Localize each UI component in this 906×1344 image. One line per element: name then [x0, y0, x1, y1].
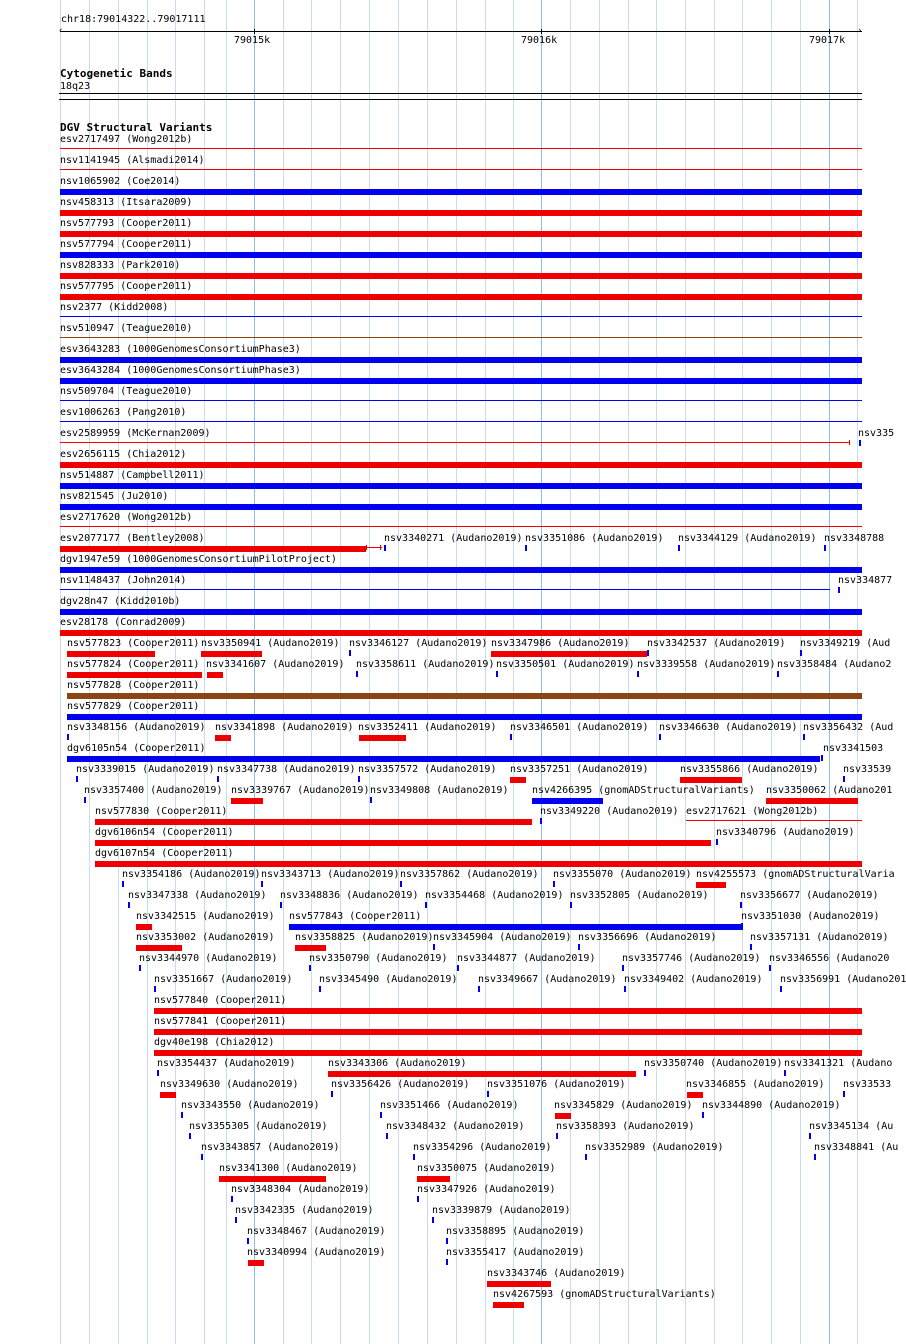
variant-marker[interactable]	[417, 1196, 419, 1202]
variant-label[interactable]: nsv3351030 (Audano2019)	[741, 911, 880, 922]
variant-label[interactable]: nsv4266395 (gnomADStructuralVariants)	[532, 785, 755, 796]
variant-label[interactable]: nsv3357251 (Audano2019)	[510, 764, 649, 775]
variant-marker[interactable]	[814, 1154, 816, 1160]
variant-label[interactable]: nsv1141945 (Alsmadi2014)	[60, 155, 205, 166]
variant-label[interactable]: nsv577841 (Cooper2011)	[154, 1016, 287, 1027]
variant-label[interactable]: nsv3340994 (Audano2019)	[247, 1247, 386, 1258]
variant-label[interactable]: nsv577828 (Cooper2011)	[67, 680, 200, 691]
variant-marker[interactable]	[189, 1133, 191, 1139]
variant-marker[interactable]	[750, 944, 752, 950]
variant-marker[interactable]	[358, 776, 360, 782]
variant-label[interactable]: nsv3349220 (Audano2019)	[540, 806, 679, 817]
variant-bar[interactable]	[67, 651, 155, 657]
grid-line	[570, 0, 571, 1344]
variant-label[interactable]: nsv3358611 (Audano2019)	[356, 659, 495, 670]
cytoband-label[interactable]: 18q23	[60, 81, 91, 92]
variant-bar[interactable]	[154, 1050, 862, 1056]
variant-label[interactable]: nsv3350501 (Audano2019)	[496, 659, 635, 670]
variant-marker[interactable]	[139, 965, 141, 971]
variant-label[interactable]: nsv3340796 (Audano2019)	[716, 827, 855, 838]
variant-bar[interactable]	[60, 148, 862, 149]
variant-label[interactable]: esv28178 (Conrad2009)	[60, 617, 187, 628]
variant-label[interactable]: nsv3352805 (Audano2019)	[570, 890, 709, 901]
variant-bar[interactable]	[687, 1092, 703, 1098]
variant-marker[interactable]	[838, 587, 840, 593]
variant-label[interactable]: nsv3357572 (Audano2019)	[358, 764, 497, 775]
variant-label[interactable]: nsv458313 (Itsara2009)	[60, 197, 193, 208]
variant-marker[interactable]	[413, 1154, 415, 1160]
variant-marker[interactable]	[777, 671, 779, 677]
variant-bar[interactable]	[60, 169, 862, 170]
variant-marker[interactable]	[261, 881, 263, 887]
variant-label[interactable]: nsv577824 (Cooper2011)	[67, 659, 200, 670]
variant-marker[interactable]	[769, 965, 771, 971]
variant-bar[interactable]	[328, 1071, 636, 1077]
variant-label[interactable]: nsv3343550 (Audano2019)	[181, 1100, 320, 1111]
variant-label[interactable]: nsv3342335 (Audano2019)	[235, 1205, 374, 1216]
variant-bar[interactable]	[491, 651, 647, 657]
variant-label[interactable]: nsv577843 (Cooper2011)	[289, 911, 422, 922]
variant-bar[interactable]	[60, 400, 862, 401]
variant-bar[interactable]	[60, 189, 862, 195]
variant-label[interactable]: nsv3339767 (Audano2019)	[231, 785, 370, 796]
variant-label[interactable]: nsv577829 (Cooper2011)	[67, 701, 200, 712]
variant-label[interactable]: nsv3350075 (Audano2019)	[417, 1163, 556, 1174]
variant-marker[interactable]	[425, 902, 427, 908]
variant-label[interactable]: nsv577830 (Cooper2011)	[95, 806, 228, 817]
variant-label[interactable]: nsv3343306 (Audano2019)	[328, 1058, 467, 1069]
variant-label[interactable]: nsv3353002 (Audano2019)	[136, 932, 275, 943]
variant-label[interactable]: nsv3349630 (Audano2019)	[160, 1079, 299, 1090]
variant-bar[interactable]	[248, 1260, 264, 1266]
variant-bar[interactable]	[60, 526, 862, 527]
variant-label[interactable]: nsv3355417 (Audano2019)	[446, 1247, 585, 1258]
variant-label[interactable]: nsv3345490 (Audano2019)	[319, 974, 458, 985]
variant-label[interactable]: nsv3347926 (Audano2019)	[417, 1184, 556, 1195]
variant-label[interactable]: nsv3347986 (Audano2019)	[491, 638, 630, 649]
variant-bar[interactable]	[696, 882, 726, 888]
variant-bar[interactable]	[154, 1008, 862, 1014]
variant-marker[interactable]	[446, 1259, 448, 1265]
variant-label[interactable]: nsv577823 (Cooper2011)	[67, 638, 200, 649]
variant-marker[interactable]	[809, 1133, 811, 1139]
variant-label[interactable]: nsv3348467 (Audano2019)	[247, 1226, 386, 1237]
variant-label[interactable]: nsv821545 (Ju2010)	[60, 491, 169, 502]
variant-label[interactable]: nsv3357746 (Audano2019)	[622, 953, 761, 964]
cytoband-top-line	[59, 93, 862, 94]
variant-marker[interactable]	[585, 1154, 587, 1160]
variant-label[interactable]: esv2077177 (Bentley2008)	[60, 533, 205, 544]
variant-marker[interactable]	[201, 1154, 203, 1160]
variant-bar[interactable]	[510, 777, 526, 783]
variant-label[interactable]: nsv509704 (Teague2010)	[60, 386, 193, 397]
cytoband-bottom-line	[59, 99, 862, 100]
variant-bar[interactable]	[487, 1281, 551, 1287]
variant-end-cap	[849, 440, 850, 445]
variant-bar[interactable]	[417, 1176, 450, 1182]
variant-bar[interactable]	[766, 798, 858, 804]
grid-line	[771, 0, 772, 1344]
variant-label[interactable]: nsv3350941 (Audano2019)	[201, 638, 340, 649]
ruler-tick-label: 79016k	[521, 35, 558, 46]
variant-bar[interactable]	[680, 777, 742, 783]
variant-bar[interactable]	[60, 316, 862, 317]
variant-marker[interactable]	[309, 965, 311, 971]
ruler-tick	[541, 29, 542, 34]
variant-label[interactable]: nsv3341503	[823, 743, 884, 754]
variant-bar[interactable]	[95, 861, 862, 867]
variant-label[interactable]: nsv3349402 (Audano2019)	[624, 974, 763, 985]
variant-bar[interactable]	[60, 589, 830, 590]
variant-label[interactable]: nsv3346127 (Audano2019)	[349, 638, 488, 649]
variant-label[interactable]: nsv3356432 (Aud	[803, 722, 894, 733]
variant-label[interactable]: nsv1065902 (Coe2014)	[60, 176, 181, 187]
variant-bar[interactable]	[136, 924, 152, 930]
variant-label[interactable]: nsv3351076 (Audano2019)	[487, 1079, 626, 1090]
variant-label[interactable]: nsv3348156 (Audano2019)	[67, 722, 206, 733]
variant-bar[interactable]	[60, 609, 862, 615]
variant-bar[interactable]	[154, 1029, 862, 1035]
variant-label[interactable]: esv3643283 (1000GenomesConsortiumPhase3)	[60, 344, 301, 355]
variant-end-cap	[380, 545, 381, 550]
grid-line	[742, 0, 743, 1344]
variant-label[interactable]: nsv3345134 (Au	[809, 1121, 894, 1132]
variant-bar[interactable]	[532, 798, 603, 804]
ruler-right-arrow-icon: ›	[857, 26, 863, 36]
variant-label[interactable]: nsv514887 (Campbell2011)	[60, 470, 205, 481]
variant-marker[interactable]	[859, 440, 861, 446]
variant-label[interactable]: nsv3350790 (Audano2019)	[309, 953, 448, 964]
variant-label[interactable]: nsv3351667 (Audano2019)	[154, 974, 293, 985]
variant-bar[interactable]	[555, 1113, 571, 1119]
variant-marker[interactable]	[821, 755, 823, 761]
variant-label[interactable]: nsv3349667 (Audano2019)	[478, 974, 617, 985]
variant-label[interactable]: nsv334877	[838, 575, 893, 586]
grid-line	[800, 0, 801, 1344]
variant-label[interactable]: esv2589959 (McKernan2009)	[60, 428, 211, 439]
variant-marker[interactable]	[478, 986, 480, 992]
variant-marker[interactable]	[553, 881, 555, 887]
ruler-tick	[829, 29, 830, 34]
variant-label[interactable]: dgv1947e59 (1000GenomesConsortiumPilotProject)	[60, 554, 337, 565]
variant-bar[interactable]	[60, 210, 862, 216]
variant-marker[interactable]	[280, 902, 282, 908]
variant-marker[interactable]	[716, 839, 718, 845]
variant-label[interactable]: nsv3349219 (Aud	[800, 638, 891, 649]
variant-marker[interactable]	[525, 545, 527, 551]
variant-bar[interactable]	[60, 546, 366, 552]
variant-marker[interactable]	[843, 1091, 845, 1097]
variant-label[interactable]: nsv3348304 (Audano2019)	[231, 1184, 370, 1195]
variant-marker[interactable]	[800, 650, 802, 656]
variant-label[interactable]: nsv3357400 (Audano2019)	[84, 785, 223, 796]
variant-marker[interactable]	[386, 1133, 388, 1139]
variant-label[interactable]: esv2656115 (Chia2012)	[60, 449, 187, 460]
variant-marker[interactable]	[67, 734, 69, 740]
variant-label[interactable]: nsv3341607 (Audano2019)	[206, 659, 345, 670]
variant-marker[interactable]	[644, 1070, 646, 1076]
variant-label[interactable]: nsv577840 (Cooper2011)	[154, 995, 287, 1006]
variant-label[interactable]: nsv33533	[843, 1079, 892, 1090]
variant-bar[interactable]	[160, 1092, 176, 1098]
variant-label[interactable]: nsv3343857 (Audano2019)	[201, 1142, 340, 1153]
variant-label[interactable]: nsv3347338 (Audano2019)	[128, 890, 267, 901]
variant-bar[interactable]	[219, 1176, 326, 1182]
variant-marker[interactable]	[780, 986, 782, 992]
variant-label[interactable]: nsv3352989 (Audano2019)	[585, 1142, 724, 1153]
variant-bar[interactable]	[60, 462, 862, 468]
grid-line	[398, 0, 399, 1344]
variant-marker[interactable]	[432, 1217, 434, 1223]
variant-marker[interactable]	[824, 545, 826, 551]
variant-label[interactable]: dgv28n47 (Kidd2010b)	[60, 596, 181, 607]
variant-label[interactable]: nsv3355866 (Audano2019)	[680, 764, 819, 775]
variant-label[interactable]: nsv3343746 (Audano2019)	[487, 1268, 626, 1279]
variant-bar[interactable]	[60, 378, 862, 384]
variant-marker[interactable]	[181, 1112, 183, 1118]
variant-marker[interactable]	[540, 818, 542, 824]
variant-label[interactable]: nsv3341300 (Audano2019)	[219, 1163, 358, 1174]
variant-bar[interactable]	[67, 714, 862, 720]
variant-label[interactable]: nsv3344129 (Audano2019)	[678, 533, 817, 544]
variant-label[interactable]: nsv3346855 (Audano2019)	[686, 1079, 825, 1090]
variant-label[interactable]: nsv3348432 (Audano2019)	[386, 1121, 525, 1132]
variant-label[interactable]: nsv3341898 (Audano2019)	[215, 722, 354, 733]
variant-marker[interactable]	[433, 944, 435, 950]
variant-label[interactable]: nsv3339879 (Audano2019)	[432, 1205, 571, 1216]
variant-marker[interactable]	[647, 650, 649, 656]
variant-label[interactable]: nsv3342515 (Audano2019)	[136, 911, 275, 922]
variant-marker[interactable]	[319, 986, 321, 992]
variant-label[interactable]: nsv3354186 (Audano2019)	[122, 869, 261, 880]
variant-label[interactable]: nsv3354468 (Audano2019)	[425, 890, 564, 901]
variant-bar[interactable]	[67, 672, 202, 678]
variant-label[interactable]: nsv4255573 (gnomADStructuralVaria	[696, 869, 895, 880]
variant-bar[interactable]	[493, 1302, 524, 1308]
ruler-tick-label: 79015k	[234, 35, 271, 46]
variant-label[interactable]: nsv2377 (Kidd2008)	[60, 302, 169, 313]
ruler-left-arrow-icon: ‹	[58, 26, 64, 36]
variant-marker[interactable]	[659, 734, 661, 740]
variant-bar[interactable]	[60, 273, 862, 279]
variant-label[interactable]: nsv3343713 (Audano2019)	[261, 869, 400, 880]
variant-bar[interactable]	[67, 693, 862, 699]
variant-marker[interactable]	[843, 776, 845, 782]
variant-label[interactable]: nsv577795 (Cooper2011)	[60, 281, 193, 292]
variant-label[interactable]: nsv577794 (Cooper2011)	[60, 239, 193, 250]
variant-label[interactable]: nsv3345829 (Audano2019)	[554, 1100, 693, 1111]
variant-marker[interactable]	[400, 881, 402, 887]
variant-marker[interactable]	[157, 1070, 159, 1076]
variant-bar[interactable]	[359, 735, 406, 741]
variant-label[interactable]: nsv3340271 (Audano2019)	[384, 533, 523, 544]
variant-bar[interactable]	[60, 421, 862, 422]
variant-marker[interactable]	[556, 1133, 558, 1139]
variant-bar[interactable]	[60, 337, 862, 338]
variant-label[interactable]: nsv3358393 (Audano2019)	[556, 1121, 695, 1132]
variant-bar[interactable]	[60, 567, 862, 573]
variant-label[interactable]: nsv3348836 (Audano2019)	[280, 890, 419, 901]
ruler-line	[60, 31, 862, 32]
variant-label[interactable]: nsv3354437 (Audano2019)	[157, 1058, 296, 1069]
variant-label[interactable]: nsv4267593 (gnomADStructuralVariants)	[493, 1289, 716, 1300]
variant-label[interactable]: nsv3355305 (Audano2019)	[189, 1121, 328, 1132]
variant-marker[interactable]	[384, 545, 386, 551]
variant-label[interactable]: nsv3342537 (Audano2019)	[647, 638, 786, 649]
variant-label[interactable]: nsv3345904 (Audano2019)	[433, 932, 572, 943]
variant-label[interactable]: esv2717620 (Wong2012b)	[60, 512, 193, 523]
variant-marker[interactable]	[702, 1112, 704, 1118]
variant-label[interactable]: nsv3351086 (Audano2019)	[525, 533, 664, 544]
variant-marker[interactable]	[487, 1091, 489, 1097]
variant-label[interactable]: esv2717497 (Wong2012b)	[60, 134, 193, 145]
variant-bar[interactable]	[686, 820, 862, 821]
variant-label[interactable]: nsv828333 (Park2010)	[60, 260, 181, 271]
variant-label[interactable]: dgv40e198 (Chia2012)	[154, 1037, 275, 1048]
variant-label[interactable]: nsv3358484 (Audano2	[777, 659, 892, 670]
variant-bar[interactable]	[231, 798, 263, 804]
variant-label[interactable]: nsv3339558 (Audano2019)	[637, 659, 776, 670]
variant-label[interactable]: nsv3350062 (Audano201	[766, 785, 893, 796]
variant-bar[interactable]	[60, 357, 862, 363]
variant-label[interactable]: nsv3356696 (Audano2019)	[578, 932, 717, 943]
variant-label[interactable]: nsv3356991 (Audano201	[780, 974, 906, 985]
variant-label[interactable]: nsv3354296 (Audano2019)	[413, 1142, 552, 1153]
variant-label[interactable]: dgv6106n54 (Cooper2011)	[95, 827, 234, 838]
variant-label[interactable]: nsv3347738 (Audano2019)	[217, 764, 356, 775]
variant-marker[interactable]	[370, 797, 372, 803]
variant-marker[interactable]	[356, 671, 358, 677]
variant-bar[interactable]	[289, 924, 743, 930]
variant-marker[interactable]	[624, 986, 626, 992]
variant-label[interactable]: esv2717621 (Wong2012b)	[686, 806, 819, 817]
variant-label[interactable]: nsv510947 (Teague2010)	[60, 323, 193, 334]
grid-line	[369, 0, 370, 1344]
variant-marker[interactable]	[740, 902, 742, 908]
variant-marker[interactable]	[741, 923, 743, 929]
variant-marker[interactable]	[128, 902, 130, 908]
grid-line	[340, 0, 341, 1344]
variant-label[interactable]: nsv3344890 (Audano2019)	[702, 1100, 841, 1111]
variant-label[interactable]: nsv335	[858, 428, 895, 439]
variant-marker[interactable]	[154, 986, 156, 992]
variant-marker[interactable]	[217, 776, 219, 782]
variant-bar[interactable]	[60, 442, 849, 443]
ruler-tick	[254, 29, 255, 34]
variant-marker[interactable]	[76, 776, 78, 782]
variant-marker[interactable]	[578, 944, 580, 950]
variant-marker[interactable]	[570, 902, 572, 908]
variant-label[interactable]: nsv3356677 (Audano2019)	[740, 890, 879, 901]
variant-label[interactable]: nsv3358895 (Audano2019)	[446, 1226, 585, 1237]
variant-label[interactable]: nsv1148437 (John2014)	[60, 575, 187, 586]
variant-marker[interactable]	[510, 734, 512, 740]
variant-label[interactable]: nsv577793 (Cooper2011)	[60, 218, 193, 229]
variant-marker[interactable]	[84, 797, 86, 803]
variant-label[interactable]: nsv3348841 (Au	[814, 1142, 899, 1153]
cytoband-track-title: Cytogenetic Bands	[60, 67, 173, 80]
variant-marker[interactable]	[678, 545, 680, 551]
variant-label[interactable]: nsv3344877 (Audano2019)	[457, 953, 596, 964]
variant-marker[interactable]	[446, 1238, 448, 1244]
ruler-tick-label: 79017k	[809, 35, 846, 46]
variant-label[interactable]: nsv3348788	[824, 533, 885, 544]
variant-label[interactable]: nsv3350740 (Audano2019)	[644, 1058, 783, 1069]
variant-bar[interactable]	[60, 252, 862, 258]
variant-marker[interactable]	[637, 671, 639, 677]
variant-label[interactable]: nsv33539	[843, 764, 892, 775]
variant-marker[interactable]	[622, 965, 624, 971]
variant-bar[interactable]	[215, 735, 231, 741]
variant-label[interactable]: nsv3352411 (Audano2019)	[358, 722, 497, 733]
variant-label[interactable]: esv3643284 (1000GenomesConsortiumPhase3)	[60, 365, 301, 376]
variant-marker[interactable]	[803, 734, 805, 740]
variant-label[interactable]: nsv3346556 (Audano20	[769, 953, 890, 964]
variant-end-cap	[366, 545, 367, 550]
variant-marker[interactable]	[784, 1070, 786, 1076]
variant-marker[interactable]	[122, 881, 124, 887]
variant-bar[interactable]	[60, 294, 862, 300]
variant-label[interactable]: nsv3357131 (Audano2019)	[750, 932, 889, 943]
variant-marker[interactable]	[331, 1091, 333, 1097]
variant-bar[interactable]	[60, 483, 862, 489]
variant-label[interactable]: nsv3344970 (Audano2019)	[139, 953, 278, 964]
variant-bar[interactable]	[201, 651, 262, 657]
variant-label[interactable]: nsv3346501 (Audano2019)	[510, 722, 649, 733]
variant-marker[interactable]	[349, 650, 351, 656]
variant-marker[interactable]	[457, 965, 459, 971]
variant-bar[interactable]	[95, 819, 532, 825]
variant-label[interactable]: nsv3357862 (Audano2019)	[400, 869, 539, 880]
variant-marker[interactable]	[235, 1217, 237, 1223]
variant-label[interactable]: nsv3358825 (Audano2019)	[295, 932, 434, 943]
variant-bar[interactable]	[136, 945, 182, 951]
variant-bar[interactable]	[67, 756, 820, 762]
variant-bar[interactable]	[207, 672, 223, 678]
variant-bar[interactable]	[295, 945, 326, 951]
variant-label[interactable]: nsv3339015 (Audano2019)	[76, 764, 215, 775]
variant-label[interactable]: nsv3346630 (Audano2019)	[659, 722, 798, 733]
variant-marker[interactable]	[231, 1196, 233, 1202]
ruler-title: chr18:79014322..79017111	[61, 14, 206, 25]
variant-bar[interactable]	[60, 504, 862, 510]
variant-bar[interactable]	[95, 840, 711, 846]
variant-label[interactable]: esv1006263 (Pang2010)	[60, 407, 187, 418]
variant-bar[interactable]	[60, 630, 862, 636]
variant-marker[interactable]	[380, 1112, 382, 1118]
variant-label[interactable]: nsv3349808 (Audano2019)	[370, 785, 509, 796]
variant-label[interactable]: nsv3351466 (Audano2019)	[380, 1100, 519, 1111]
variant-label[interactable]: nsv3355070 (Audano2019)	[553, 869, 692, 880]
dgv-track-title: DGV Structural Variants	[60, 121, 213, 134]
variant-marker[interactable]	[247, 1238, 249, 1244]
variant-label[interactable]: nsv3356426 (Audano2019)	[331, 1079, 470, 1090]
variant-marker[interactable]	[496, 671, 498, 677]
variant-label[interactable]: dgv6105n54 (Cooper2011)	[67, 743, 206, 754]
variant-label[interactable]: nsv3341321 (Audano	[784, 1058, 893, 1069]
variant-bar[interactable]	[60, 231, 862, 237]
variant-label[interactable]: dgv6107n54 (Cooper2011)	[95, 848, 234, 859]
